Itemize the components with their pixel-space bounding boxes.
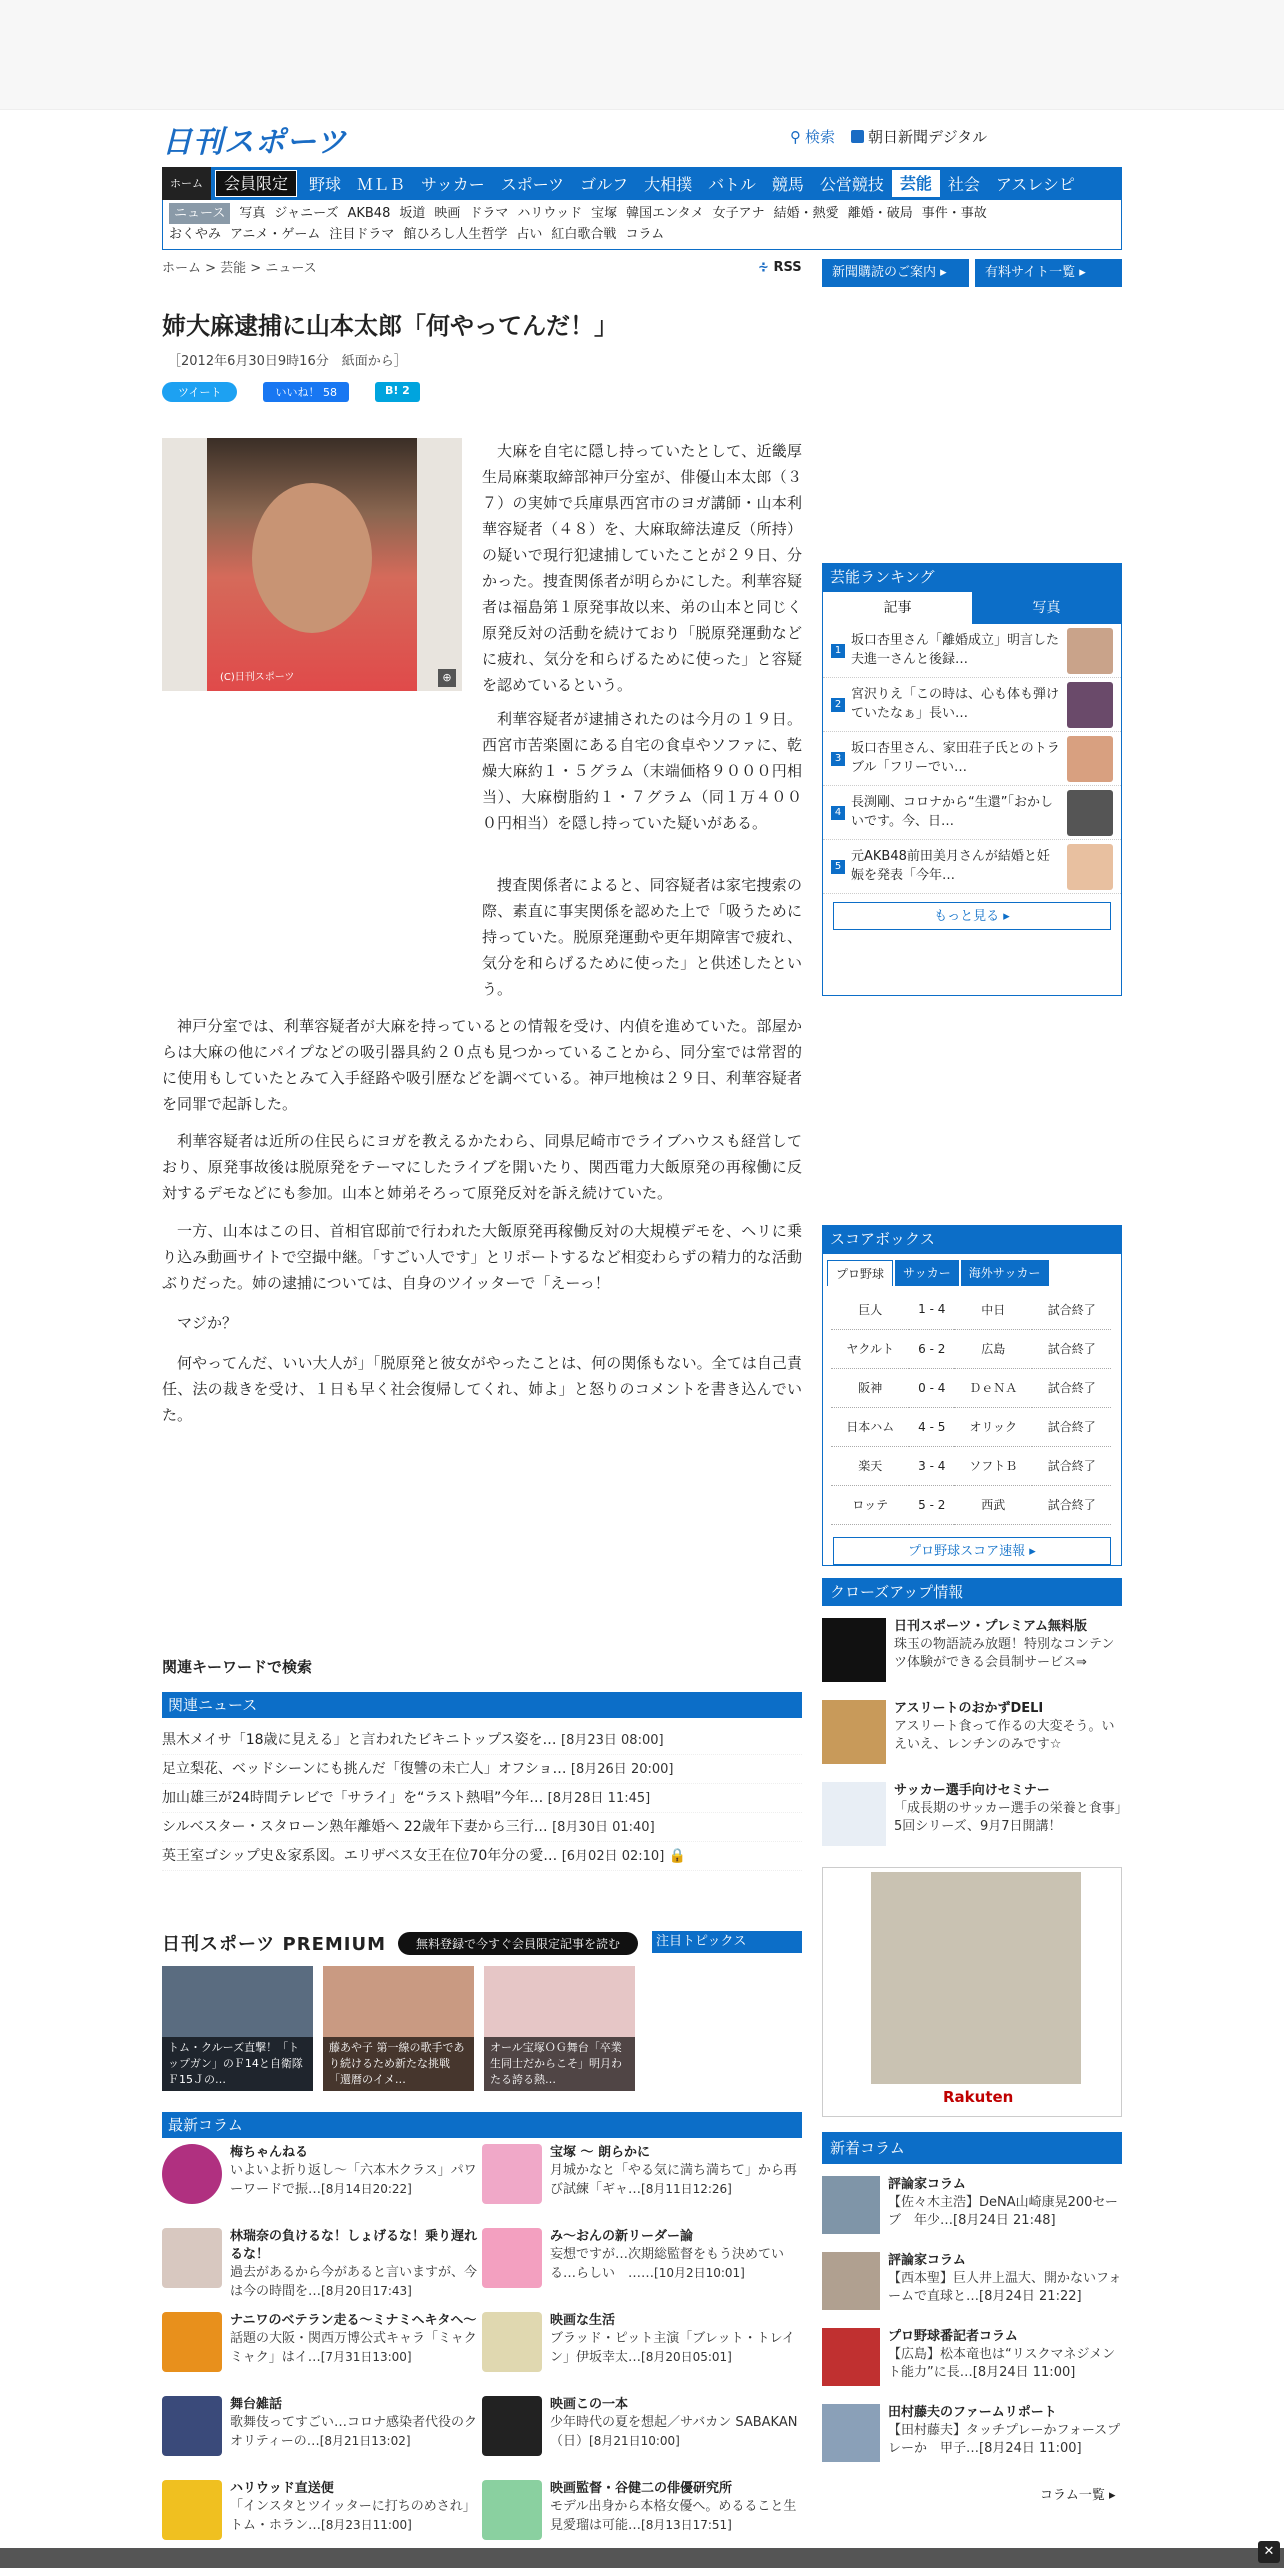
ranking-heading[interactable]: 芸能ランキング: [822, 563, 1122, 591]
article-paragraph: 一方、山本はこの日、首相官邸前で行われた大飯原発再稼働反対の大規模デモを、ヘリに乗り込み動画サイトで空撮中継。「すごい人です」とリポートするなど相変わらずの精力的な活動ぶりだった。姉の逮捕については、自身のツイッターで「えーっ！: [162, 1222, 802, 1292]
premium-header: [162, 1930, 638, 1956]
subnav-item[interactable]: コラム: [625, 227, 665, 242]
premium-logo[interactable]: 日刊スポーツ PREMIUM: [162, 1934, 387, 1955]
nav-member[interactable]: 会員限定: [215, 170, 297, 197]
subnav-item[interactable]: 宝塚: [591, 206, 618, 221]
subnav-item[interactable]: 韓国エンタメ: [626, 206, 704, 221]
column-icon: [482, 2396, 542, 2456]
breadcrumb[interactable]: ホーム > 芸能 > ニュース: [162, 261, 317, 276]
right-buttons: [822, 259, 1122, 287]
subnav-item[interactable]: ドラマ: [469, 206, 509, 221]
subnav-item[interactable]: 写真: [239, 206, 266, 221]
nav-mlb[interactable]: ＭＬＢ: [357, 175, 406, 194]
closeup-item[interactable]: 日刊スポーツ・プレミアム無料版 珠玉の物語読み放題！特別なコンテンツ体験ができる会員制サービス⇒: [822, 1618, 1122, 1682]
ranking-thumb: [1067, 736, 1113, 782]
article-paragraph: 利華容疑者は近所の住民らにヨガを教えるかたわら、同県尼崎市でライブハウスも経営しており、原発事故後は脱原発をテーマにしたライブを開いたり、関西電力大飯原発の再稼働に反対するデモなどにも参加。山本と姉弟そろって原発反対を訴え続けていた。: [162, 1132, 802, 1202]
column-icon: [482, 2480, 542, 2540]
paid-sites-button[interactable]: 有料サイト一覧 ▸: [975, 259, 1122, 287]
nav-geino[interactable]: 芸能: [892, 170, 940, 197]
closeup-item[interactable]: アスリートのおかずDELI アスリート食って作るの大変そう。いえいえ、レンチンのみです☆: [822, 1700, 1122, 1764]
zoom-icon[interactable]: ⊕: [438, 669, 456, 687]
article-paragraph: 神戸分室では、利華容疑者が大麻を持っているとの情報を受け、内偵を進めていた。部屋からは大麻の他にパイプなどの吸引器具約２０点も見つかっていることから、同分室では常習的に使用もしていたとみて入手経路や吸引歴などを調べている。神戸地検は２９日、利華容疑者を同罪で起訴した。: [162, 1017, 802, 1113]
column-item[interactable]: 舞台雑話 歌舞伎ってすごい…コロナ感染者代役のクオリティーの…[8月21日13:02]: [162, 2396, 482, 2470]
like-button[interactable]: いいね！ 58: [263, 382, 349, 402]
column-thumb: [822, 2328, 880, 2386]
nav-baseball[interactable]: 野球: [309, 175, 342, 194]
new-column-item[interactable]: 田村藤夫のファームリポート 【田村藤夫】タッチプレーかフォースプレーか 甲子…[8月24日 11:00]: [822, 2404, 1122, 2462]
column-list-link[interactable]: コラム一覧 ▸: [1040, 2488, 1116, 2503]
main-nav: [162, 167, 1122, 200]
tab-soccer[interactable]: サッカー: [895, 1260, 959, 1286]
ranking-item[interactable]: 2 宮沢りえ「この時は、心も体も弾けていたなぁ」長い…: [823, 678, 1121, 732]
nav-keiba[interactable]: 競馬: [771, 175, 804, 194]
ranking-thumb: [1067, 682, 1113, 728]
column-icon: [162, 2396, 222, 2456]
subnav-item[interactable]: 館ひろし人生哲学: [403, 227, 508, 242]
photo-caption: (C)日刊スポーツ: [220, 672, 295, 683]
nav-athrecipe[interactable]: アスレシピ: [995, 175, 1075, 194]
tab-article[interactable]: 記事: [823, 592, 972, 624]
topics-heading: 注目トピックス: [652, 1931, 802, 1953]
score-row[interactable]: 日本ハム 4 - 5 オリック 試合終了: [831, 1407, 1111, 1446]
column-icon: [482, 2144, 542, 2204]
column-item[interactable]: 宝塚 ～ 朗らかに 月城かなと「やる気に満ち満ちて」から再び試練「ギャ…[8月11日12:26]: [482, 2144, 802, 2218]
new-column-heading[interactable]: 新着コラム: [822, 2132, 1122, 2164]
sub-nav: [162, 200, 1122, 250]
rakuten-logo: Rakuten: [943, 2088, 1014, 2106]
close-icon[interactable]: ✕: [1258, 2541, 1280, 2563]
ranking-thumb: [1067, 628, 1113, 674]
column-icon: [162, 2144, 222, 2204]
related-news-item[interactable]: 英王室ゴシップ史＆家系図。エリザベス女王在位70年分の愛… [6月02日 02:10] 🔒: [162, 1842, 802, 1871]
column-icon: [482, 2228, 542, 2288]
related-news-item[interactable]: シルベスター・スタローン熟年離婚へ 22歳年下妻から三行… [8月30日 01:40]: [162, 1813, 802, 1842]
tab-photo[interactable]: 写真: [972, 592, 1121, 624]
article-paragraph: 何やってんだ、いい大人が」「脱原発と彼女がやったことは、何の関係もない。全ては自己責任、法の裁きを受け、１日も早く社会復帰してくれ、姉よ」と怒りのコメントを書き込んでいた。: [162, 1354, 802, 1424]
subnav-item[interactable]: 紅白歌合戦: [551, 227, 617, 242]
column-item[interactable]: ハリウッド直送便 「インスタとツイッターに打ちのめされ」トム・ホラン…[8月23日11:00]: [162, 2480, 482, 2554]
article-date: ［2012年6月30日9時16分 紙面から］: [168, 354, 407, 369]
related-news-item[interactable]: 加山雄三が24時間テレビで「サライ」を“ラスト熱唱”今年… [8月28日 11:45]: [162, 1784, 802, 1813]
soccer-seminar-icon: [822, 1782, 886, 1846]
ranking-item[interactable]: 4 長渕剛、コロナから“生還”「おかしいです。今、日…: [823, 786, 1121, 840]
subnav-item[interactable]: 注目ドラマ: [329, 227, 395, 242]
nav-sumo[interactable]: 大相撲: [644, 175, 693, 194]
score-row[interactable]: ヤクルト 6 - 2 広島 試合終了: [831, 1329, 1111, 1368]
closeup-heading: クローズアップ情報: [822, 1578, 1122, 1606]
column-icon: [162, 2228, 222, 2288]
subnav-item[interactable]: 離婚・破局: [847, 206, 913, 221]
related-news-heading: 関連ニュース: [162, 1692, 802, 1718]
premium-card[interactable]: 藤あや子 第一線の歌手であり続けるため新たな挑戦「還暦のイメ…: [323, 1966, 474, 2091]
top-ad-area: [0, 0, 1284, 110]
article-paragraph: 大麻を自宅に隠し持っていたとして、近畿厚生局麻薬取締部神戸分室が、俳優山本太郎（３７）の実姉で兵庫県西宮市のヨガ講師・山本利華容疑者（４８）を、大麻取締法違反（所持）の疑いで現行犯逮捕していたことが２９日、分かった。捜査関係者が明らかにした。利華容疑者は福島第１原発事故以来、弟の山本と同じく原発反対の活動を続けており「脱原発運動などに疲れ、気分を和らげるために使った」と容疑を認めているという。: [482, 442, 802, 694]
bottom-bar: [0, 2548, 1284, 2568]
ranking-thumb: [1067, 790, 1113, 836]
tweet-button[interactable]: ツイート: [162, 382, 237, 402]
scorebox-heading: スコアボックス: [822, 1225, 1122, 1253]
article-paragraph: 捜査関係者によると、同容疑者は家宅捜索の際、素直に事実関係を認めた上で「吸うために持っていた。脱原発運動や更年期障害で疲れ、気分を和らげるために使った」と供述したという。: [482, 876, 802, 998]
new-column-item[interactable]: プロ野球番記者コラム 【広島】松本竜也は“リスクマネジメント能力”に長…[8月24日 11:00]: [822, 2328, 1122, 2386]
column-item[interactable]: 映画監督・谷健二の俳優研究所 モデル出身から本格女優へ。めるること生見愛瑠は可能…[8月13日17:51]: [482, 2480, 802, 2554]
search-link[interactable]: ⚲ 検索: [790, 127, 836, 146]
lock-icon: 🔒: [668, 1848, 687, 1864]
nav-sports[interactable]: スポーツ: [500, 175, 565, 194]
ranking-thumb: [1067, 844, 1113, 890]
site-logo[interactable]: 日刊スポーツ: [162, 125, 347, 160]
subnav-item[interactable]: 事件・事故: [921, 206, 987, 221]
photo-face: [252, 483, 372, 633]
closeup-item[interactable]: サッカー選手向けセミナー 「成長期のサッカー選手の栄養と食事」5回シリーズ、9月7日開講！: [822, 1782, 1122, 1846]
header-links: [790, 126, 987, 147]
nav-koei[interactable]: 公営競技: [819, 175, 884, 194]
nav-battle[interactable]: バトル: [708, 175, 756, 194]
column-item[interactable]: み～おんの新リーダー論 妄想ですが…次期総監督をもう決めている…らしい ……[10月2日10:01]: [482, 2228, 802, 2302]
score-table: [831, 1290, 1111, 1525]
rss-link[interactable]: ∻ RSS: [758, 260, 802, 275]
column-item[interactable]: 映画この一本 少年時代の夏を想起／サバカン SABAKAN（日）[8月21日10:00]: [482, 2396, 802, 2470]
subscription-button[interactable]: 新聞購読のご案内 ▸: [822, 259, 969, 287]
subnav-item[interactable]: 女子アナ: [712, 206, 765, 221]
subnav-item[interactable]: ハリウッド: [517, 206, 583, 221]
score-row[interactable]: 阪神 0 - 4 ＤｅＮＡ 試合終了: [831, 1368, 1111, 1407]
article-title: 姉大麻逮捕に山本太郎「何やってんだ！」: [162, 312, 618, 340]
score-row[interactable]: 楽天 3 - 4 ソフトＢ 試合終了: [831, 1446, 1111, 1485]
subnav-item[interactable]: ニュース: [169, 203, 230, 224]
premium-cards: [162, 1966, 635, 2091]
nav-soccer[interactable]: サッカー: [421, 175, 485, 194]
rakuten-ad[interactable]: [822, 1867, 1122, 2117]
nav-home[interactable]: ホーム: [162, 167, 211, 200]
premium-card[interactable]: トム・クルーズ直撃！「トップガン」のＦ14と自衛隊Ｆ15Ｊの…: [162, 1966, 313, 2091]
column-icon: [482, 2312, 542, 2372]
related-news-list: [162, 1726, 802, 1871]
photo-image: [207, 438, 417, 691]
search-icon: ⚲: [790, 127, 801, 146]
ranking-item[interactable]: 5 元AKB48前田美月さんが結婚と妊娠を発表「今年…: [823, 840, 1121, 894]
related-keyword-heading: 関連キーワードで検索: [162, 1658, 313, 1676]
subnav-item[interactable]: おくやみ: [169, 227, 222, 242]
tab-npb[interactable]: プロ野球: [827, 1260, 893, 1286]
asahi-digital-link[interactable]: 朝日新聞デジタル: [851, 126, 987, 147]
subnav-item[interactable]: 結婚・熱愛: [773, 206, 839, 221]
ad-image: [871, 1872, 1081, 2084]
premium-register-button[interactable]: 無料登録で今すぐ会員限定記事を読む: [398, 1932, 638, 1955]
column-thumb: [822, 2404, 880, 2462]
hatena-button[interactable]: B! 2: [375, 382, 420, 402]
new-column-item[interactable]: 評論家コラム 【佐々木主浩】DeNA山崎康晃200セーブ 年少…[8月24日 21:48]: [822, 2176, 1122, 2234]
column-icon: [162, 2312, 222, 2372]
column-item[interactable]: 映画な生活 ブラッド・ピット主演「ブレット・トレイン」伊坂幸太…[8月20日05:01]: [482, 2312, 802, 2386]
latest-column-heading: 最新コラム: [162, 2112, 802, 2138]
deli-icon: [822, 1700, 886, 1764]
column-item[interactable]: ナニワのベテラン走る～ミナミヘキタヘ～ 話題の大阪・関西万博公式キャラ「ミャクミャク」はイ…[7月31日13:00]: [162, 2312, 482, 2386]
subnav-item[interactable]: AKB48: [347, 206, 391, 221]
column-icon: [162, 2480, 222, 2540]
subnav-item[interactable]: アニメ・ゲーム: [230, 227, 321, 242]
nav-society[interactable]: 社会: [947, 175, 980, 194]
score-row[interactable]: ロッテ 5 - 2 西武 試合終了: [831, 1485, 1111, 1524]
column-grid: [162, 2144, 802, 2554]
related-news-item[interactable]: 足立梨花、ベッドシーンにも挑んだ「復讐の未亡人」オフショ… [8月26日 20:00]: [162, 1755, 802, 1784]
article-photo[interactable]: [162, 438, 462, 691]
rss-icon: ∻: [758, 260, 769, 275]
column-item[interactable]: 林瑞奈の負けるな！しょげるな！乗り遅れるな！ 過去があるから今があると言いますが、今は今の時間を…[8月20日17:43]: [162, 2228, 482, 2302]
nav-golf[interactable]: ゴルフ: [580, 175, 629, 194]
subnav-item[interactable]: 坂道: [399, 206, 426, 221]
article-paragraph: 利華容疑者が逮捕されたのは今月の１９日。西宮市苦楽園にある自宅の食卓やソファに、乾燥大麻約１・５グラム（末端価格９０００円相当）、大麻樹脂約１・７グラム（同１万４０００円相当）を隠し持っていた疑いがある。: [482, 710, 802, 832]
social-buttons: [162, 382, 420, 402]
tab-foreign-soccer[interactable]: 海外サッカー: [961, 1260, 1049, 1286]
column-item[interactable]: 梅ちゃんねる いよいよ折り返し～「六本木クラス」パワーワードで振…[8月14日20:22]: [162, 2144, 482, 2218]
scorebox: [822, 1253, 1122, 1566]
premium-icon: [822, 1618, 886, 1682]
ranking-box: [822, 591, 1122, 996]
new-column-item[interactable]: 評論家コラム 【西本聖】巨人井上温大、開かないフォームで直球と…[8月24日 21:22]: [822, 2252, 1122, 2310]
column-thumb: [822, 2176, 880, 2234]
related-news-item[interactable]: 黒木メイサ「18歳に見える」と言われたビキニトップス姿を… [8月23日 08:00]: [162, 1726, 802, 1755]
score-more-button[interactable]: プロ野球スコア速報 ▸: [833, 1537, 1111, 1565]
premium-card[interactable]: オール宝塚ＯＧ舞台「卒業生同士だからこそ」明月わたる誇る熱…: [484, 1966, 635, 2091]
ranking-item[interactable]: 3 坂口杏里さん、家田荘子氏とのトラブル「フリーでい…: [823, 732, 1121, 786]
score-row[interactable]: 巨人 1 - 4 中日 試合終了: [831, 1290, 1111, 1329]
ranking-more-button[interactable]: もっと見る ▸: [833, 902, 1111, 930]
article-paragraph: マジか？: [177, 1314, 238, 1332]
ranking-item[interactable]: 1 坂口杏里さん「離婚成立」明言した夫進一さんと後録…: [823, 624, 1121, 678]
asahi-icon: [851, 130, 864, 143]
subnav-item[interactable]: ジャニーズ: [274, 206, 339, 221]
subnav-item[interactable]: 占い: [516, 227, 543, 242]
subnav-item[interactable]: 映画: [434, 206, 461, 221]
column-thumb: [822, 2252, 880, 2310]
